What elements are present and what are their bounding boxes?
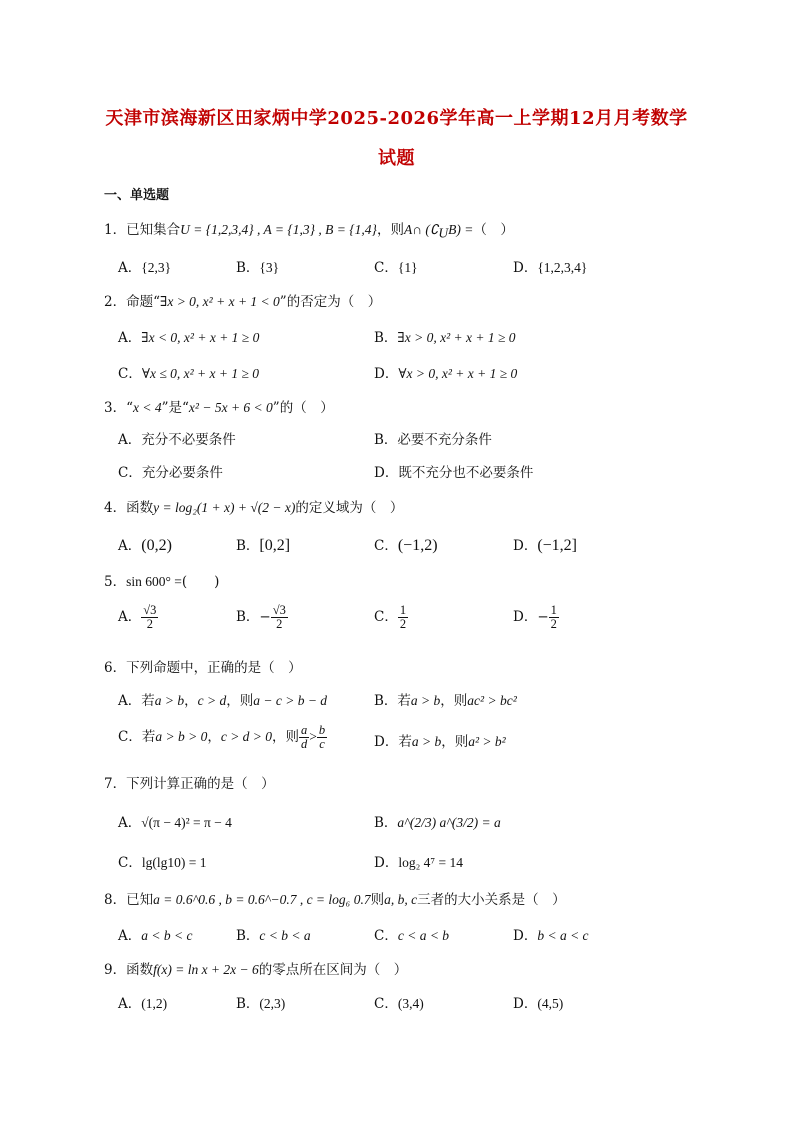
q2-option-c[interactable]: C．∀x ≤ 0, x² + x + 1 ≥ 0 [118, 366, 260, 382]
question-3: 3．“x < 4”是“x² − 5x + 6 < 0”的（ ） [104, 400, 334, 416]
q3-option-d[interactable]: D．既不充分也不必要条件 [374, 465, 534, 481]
q7-option-b[interactable]: B．a^(2/3) a^(3/2) = a [374, 815, 501, 831]
q4-option-c[interactable]: C．(−1,2) [374, 537, 438, 554]
q5-option-c[interactable]: C． $\frac{1}{2}$ [374, 603, 407, 632]
q8-option-a[interactable]: A．a < b < c [118, 928, 193, 944]
q8-option-d[interactable]: D．b < a < c [513, 928, 589, 944]
q1-option-c[interactable]: C．{1} [374, 260, 418, 276]
q7-option-d[interactable]: D．log₂ 4⁷ = 14 [374, 855, 463, 871]
q5-option-d[interactable]: D．− $\frac{1}{2}$ [513, 603, 557, 632]
q1-option-d[interactable]: D．{1,2,3,4} [513, 260, 588, 276]
q7-option-c[interactable]: C．lg(lg10) = 1 [118, 855, 207, 871]
q9-option-a[interactable]: A．(1,2) [118, 996, 168, 1012]
section-heading: 一、单选题 [104, 188, 170, 203]
question-4: 4．函数y = log₂(1 + x) + √(2 − x)的定义域为（ ） [104, 500, 404, 516]
q7-option-a[interactable]: A．√(π − 4)² = π − 4 [118, 815, 232, 831]
q6-option-b[interactable]: B．若a > b，则ac² > bc² [374, 693, 517, 709]
question-2: 2．命题“∃x > 0, x² + x + 1 < 0”的否定为（ ） [104, 294, 382, 310]
q6-option-c[interactable]: C．若a > b > 0，c > d > 0，则 $\frac{a}{d}$ > $\frac{b}{c}$ [118, 723, 326, 752]
q4-option-d[interactable]: D．(−1,2] [513, 537, 578, 554]
q3-option-b[interactable]: B．必要不充分条件 [374, 432, 492, 448]
q9-option-b[interactable]: B．(2,3) [236, 996, 286, 1012]
q8-option-b[interactable]: B．c < b < a [236, 928, 311, 944]
question-9: 9．函数f(x) = ln x + 2x − 6的零点所在区间为（ ） [104, 962, 408, 978]
q6-option-a[interactable]: A．若a > b，c > d，则a − c > b − d [118, 693, 328, 709]
q8-option-c[interactable]: C．c < a < b [374, 928, 450, 944]
q5-option-a[interactable]: A． $\frac{√3}{2}$ [118, 603, 157, 632]
q5-option-b[interactable]: B．− $\frac{√3}{2}$ [236, 603, 286, 632]
question-6: 6．下列命题中，正确的是（ ） [104, 660, 302, 676]
exam-title-line2: 试题 [378, 148, 415, 169]
q4-option-a[interactable]: A．(0,2) [118, 537, 172, 554]
q3-option-a[interactable]: A．充分不必要条件 [118, 432, 236, 448]
q4-option-b[interactable]: B．[0,2] [236, 537, 291, 554]
question-8: 8．已知a = 0.6^0.6 , b = 0.6^−0.7 , c = log₆ 0.7则a, b, c三者的大小关系是（ ） [104, 892, 566, 908]
q9-option-c[interactable]: C．(3,4) [374, 996, 424, 1012]
question-5: 5．sin 600° =( ) [104, 574, 220, 590]
question-7: 7．下列计算正确的是（ ） [104, 776, 275, 792]
q2-option-d[interactable]: D．∀x > 0, x² + x + 1 ≥ 0 [374, 366, 518, 382]
q2-option-a[interactable]: A．∃x < 0, x² + x + 1 ≥ 0 [118, 330, 260, 346]
question-1: 1．已知集合U = {1,2,3,4} , A = {1,3} , B = {1,4}，则A∩ $(∁_UB)$ =（ ） [104, 222, 514, 241]
q1-option-b[interactable]: B．{3} [236, 260, 280, 276]
exam-title-line1: 天津市滨海新区田家炳中学2025-2026学年高一上学期12月月考数学 [105, 108, 688, 129]
q9-option-d[interactable]: D．(4,5) [513, 996, 564, 1012]
q2-option-b[interactable]: B．∃x > 0, x² + x + 1 ≥ 0 [374, 330, 516, 346]
q1-option-a[interactable]: A．{2,3} [118, 260, 172, 276]
q3-option-c[interactable]: C．充分必要条件 [118, 465, 223, 481]
q6-option-d[interactable]: D．若a > b，则a² > b² [374, 734, 506, 750]
